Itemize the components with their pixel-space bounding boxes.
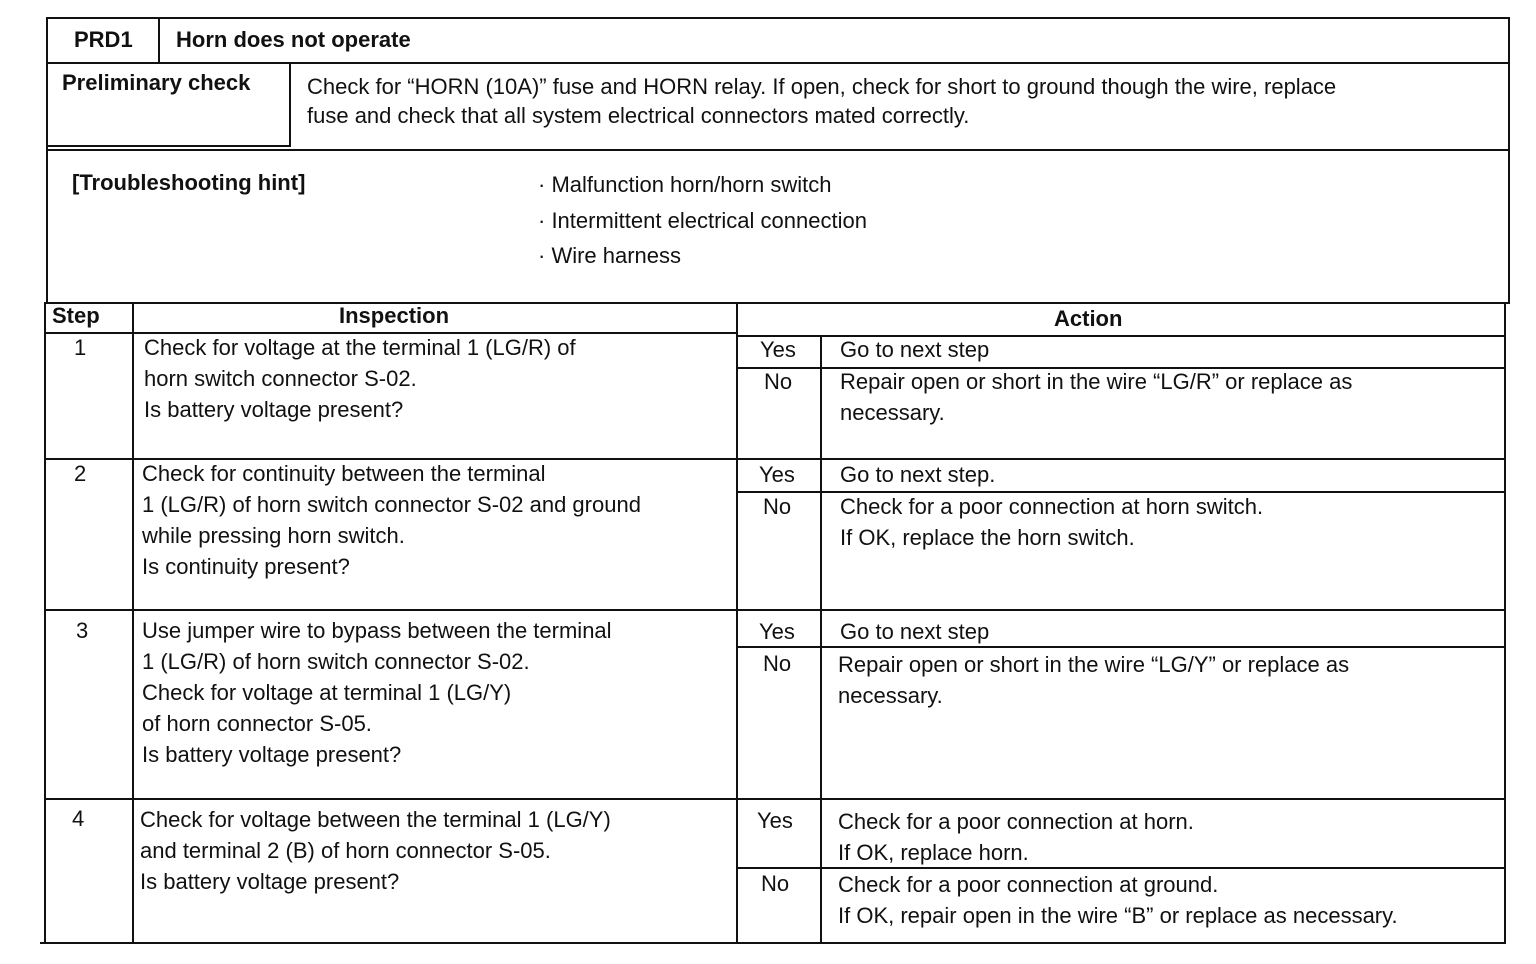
yes-action: Go to next step.	[840, 462, 996, 487]
yes-label: Yes	[759, 619, 795, 644]
hint-item: · Intermittent electrical connection	[538, 208, 867, 233]
divider	[132, 302, 134, 944]
divider	[46, 149, 1510, 151]
yes-action: Go to next step	[840, 619, 990, 644]
no-action: Repair open or short in the wire “LG/Y” or replace as necessary.	[838, 652, 1350, 708]
inspection-text: Check for continuity between the terminal 1 (LG/R) of horn switch connector S-02 and ground while pressing horn switch. Is continuity present?	[142, 461, 641, 579]
inspection-text: Check for voltage at the terminal 1 (LG/R) of horn switch connector S-02. Is battery voltage present?	[144, 335, 576, 422]
divider	[46, 145, 291, 147]
step-number: 4	[72, 806, 85, 831]
yes-label: Yes	[759, 462, 795, 487]
step-number: 3	[76, 618, 89, 643]
procedure-code: PRD1	[74, 27, 133, 52]
hint-label: [Troubleshooting hint]	[72, 170, 306, 195]
yes-label: Yes	[757, 808, 793, 833]
inspection-text: Use jumper wire to bypass between the terminal 1 (LG/R) of horn switch connector S-02. Check for voltage at terminal 1 (LG/Y) of horn connector S-05. Is battery voltage present?	[142, 618, 612, 767]
divider	[289, 62, 291, 146]
border-top	[46, 17, 1510, 19]
yes-action: Go to next step	[840, 337, 990, 362]
preliminary-text: Check for “HORN (10A)” fuse and HORN relay. If open, check for short to ground though the wire, replace fuse and check that all system electrical connectors mated correctly.	[307, 74, 1337, 128]
no-label: No	[763, 651, 792, 676]
divider	[44, 609, 1506, 611]
divider	[1504, 302, 1506, 944]
divider	[820, 336, 822, 944]
col-header-inspection: Inspection	[339, 303, 450, 328]
divider	[46, 62, 1510, 64]
step-number: 1	[74, 335, 87, 360]
no-label: No	[763, 494, 792, 519]
hint-item: · Wire harness	[538, 243, 682, 268]
hint-item: · Malfunction horn/horn switch	[538, 172, 832, 197]
divider	[44, 798, 1506, 800]
step-number: 2	[74, 461, 87, 486]
divider	[44, 302, 1510, 304]
divider	[40, 942, 1506, 944]
page-title: Horn does not operate	[176, 27, 411, 52]
border-right	[1508, 17, 1510, 303]
preliminary-label: Preliminary check	[62, 70, 251, 95]
col-header-action: Action	[1054, 306, 1123, 331]
no-label: No	[764, 369, 793, 394]
divider	[44, 332, 134, 334]
divider	[44, 302, 46, 944]
no-action: Repair open or short in the wire “LG/R” or replace as necessary.	[840, 369, 1353, 425]
yes-label: Yes	[760, 337, 796, 362]
yes-action: Check for a poor connection at horn. If OK, replace horn.	[838, 809, 1194, 865]
divider	[736, 302, 738, 944]
no-action: Check for a poor connection at horn switch. If OK, replace the horn switch.	[840, 494, 1264, 550]
border-left	[46, 17, 48, 303]
inspection-text: Check for voltage between the terminal 1 (LG/Y) and terminal 2 (B) of horn connector S-05. Is battery voltage present?	[140, 807, 611, 894]
no-label: No	[761, 871, 790, 896]
col-header-step: Step	[52, 303, 100, 328]
divider	[158, 17, 160, 63]
no-action: Check for a poor connection at ground. If OK, repair open in the wire “B” or replace as necessary.	[838, 872, 1398, 928]
